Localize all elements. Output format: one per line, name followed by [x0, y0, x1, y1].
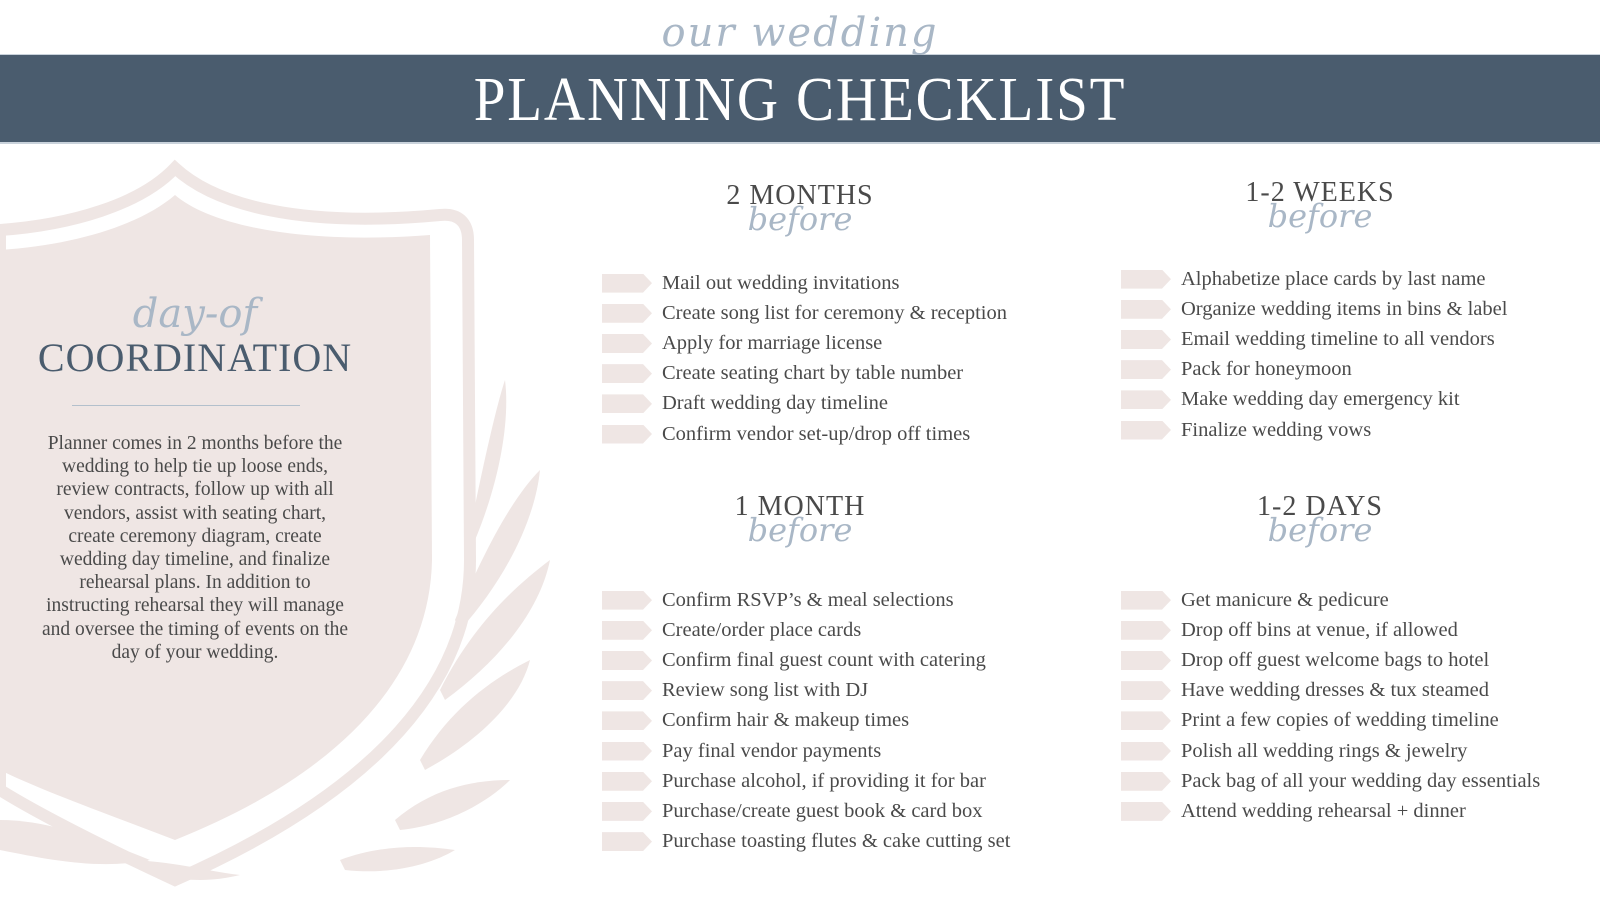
checklist-item[interactable]: Alphabetize place cards by last name: [1121, 264, 1507, 294]
arrow-tag-icon: [1121, 330, 1171, 349]
checklist-item[interactable]: Make wedding day emergency kit: [1121, 385, 1507, 415]
checklist-item[interactable]: Create song list for ceremony & reception: [602, 298, 1007, 328]
section-1-2-weeks: [1120, 177, 1520, 235]
checklist-item[interactable]: Pack for honeymoon: [1121, 355, 1507, 385]
checklist-item[interactable]: Attend wedding rehearsal + dinner: [1121, 796, 1540, 826]
arrow-tag-icon: [1121, 270, 1171, 289]
checklist-item[interactable]: Review song list with DJ: [602, 676, 1010, 706]
divider: [72, 405, 300, 406]
coordination-title: COORDINATION: [37, 335, 353, 380]
checklist-item[interactable]: Polish all wedding rings & jewelry: [1121, 736, 1540, 766]
checklist-item[interactable]: Drop off guest welcome bags to hotel: [1121, 645, 1540, 675]
checklist-item[interactable]: Finalize wedding vows: [1121, 415, 1507, 445]
checklist-item[interactable]: Email wedding timeline to all vendors: [1121, 324, 1507, 354]
checklist-item[interactable]: Create seating chart by table number: [602, 359, 1007, 389]
arrow-tag-icon: [1121, 421, 1171, 440]
checklist-item[interactable]: Have wedding dresses & tux steamed: [1121, 676, 1540, 706]
section-1-month: [600, 491, 1000, 549]
page-title: PLANNING CHECKLIST: [473, 66, 1127, 134]
section-title: 1 MONTH: [734, 491, 866, 522]
arrow-tag-icon: [1121, 772, 1171, 791]
checklist-item[interactable]: Draft wedding day timeline: [602, 389, 1007, 419]
arrow-tag-icon: [602, 591, 652, 610]
checklist-item[interactable]: Apply for marriage license: [602, 328, 1007, 358]
coordination-script: day-of: [132, 291, 258, 337]
arrow-tag-icon: [602, 621, 652, 640]
checklist-item[interactable]: Purchase toasting flutes & cake cutting set: [602, 827, 1010, 857]
arrow-tag-icon: [1121, 802, 1171, 821]
arrow-tag-icon: [1121, 651, 1171, 670]
section-2-months: [600, 180, 1000, 238]
checklist-1-month: [602, 585, 1010, 857]
arrow-tag-icon: [602, 681, 652, 700]
checklist-item[interactable]: Get manicure & pedicure: [1121, 585, 1540, 615]
coordination-description: Planner comes in 2 months before the wedding to help tie up loose ends, review contracts, follow up with all vendors, assist with seating chart, create ceremony diagram, create wedding day timeline, and finalize rehearsal plans. In addition to instructing rehearsal they will manage and oversee the timing of events on the day of your wedding.: [42, 433, 348, 663]
arrow-tag-icon: [602, 711, 652, 730]
checklist-item[interactable]: Confirm RSVP’s & meal selections: [602, 585, 1010, 615]
arrow-tag-icon: [602, 334, 652, 353]
checklist-item[interactable]: Print a few copies of wedding timeline: [1121, 706, 1540, 736]
header-script: our wedding: [661, 10, 939, 56]
arrow-tag-icon: [1121, 390, 1171, 409]
arrow-tag-icon: [602, 742, 652, 761]
checklist-item[interactable]: Purchase alcohol, if providing it for bar: [602, 766, 1010, 796]
section-title: 1-2 WEEKS: [1245, 177, 1395, 208]
section-script: before: [747, 200, 853, 238]
checklist-item[interactable]: Confirm final guest count with catering: [602, 645, 1010, 675]
section-script: before: [747, 511, 853, 549]
arrow-tag-icon: [602, 304, 652, 323]
checklist-2-months: [602, 268, 1007, 449]
arrow-tag-icon: [602, 651, 652, 670]
checklist-item[interactable]: Drop off bins at venue, if allowed: [1121, 615, 1540, 645]
arrow-tag-icon: [602, 772, 652, 791]
arrow-tag-icon: [602, 364, 652, 383]
section-script: before: [1267, 511, 1373, 549]
checklist-item[interactable]: Purchase/create guest book & card box: [602, 796, 1010, 826]
section-1-2-days: [1120, 491, 1520, 549]
arrow-tag-icon: [602, 832, 652, 851]
checklist-item[interactable]: Mail out wedding invitations: [602, 268, 1007, 298]
checklist-item[interactable]: Pay final vendor payments: [602, 736, 1010, 766]
checklist-item[interactable]: Confirm vendor set-up/drop off times: [602, 419, 1007, 449]
arrow-tag-icon: [1121, 742, 1171, 761]
arrow-tag-icon: [1121, 591, 1171, 610]
checklist-item[interactable]: Organize wedding items in bins & label: [1121, 294, 1507, 324]
arrow-tag-icon: [1121, 681, 1171, 700]
arrow-tag-icon: [602, 425, 652, 444]
checklist-1-2-weeks: [1121, 264, 1507, 445]
arrow-tag-icon: [1121, 360, 1171, 379]
arrow-tag-icon: [602, 802, 652, 821]
checklist-item[interactable]: Confirm hair & makeup times: [602, 706, 1010, 736]
arrow-tag-icon: [1121, 300, 1171, 319]
checklist-1-2-days: [1121, 585, 1540, 827]
checklist-item[interactable]: Pack bag of all your wedding day essentials: [1121, 766, 1540, 796]
arrow-tag-icon: [602, 394, 652, 413]
arrow-tag-icon: [602, 274, 652, 293]
section-script: before: [1267, 197, 1373, 235]
arrow-tag-icon: [1121, 621, 1171, 640]
section-title: 1-2 DAYS: [1257, 491, 1383, 522]
arrow-tag-icon: [1121, 711, 1171, 730]
checklist-item[interactable]: Create/order place cards: [602, 615, 1010, 645]
section-title: 2 MONTHS: [726, 180, 874, 211]
